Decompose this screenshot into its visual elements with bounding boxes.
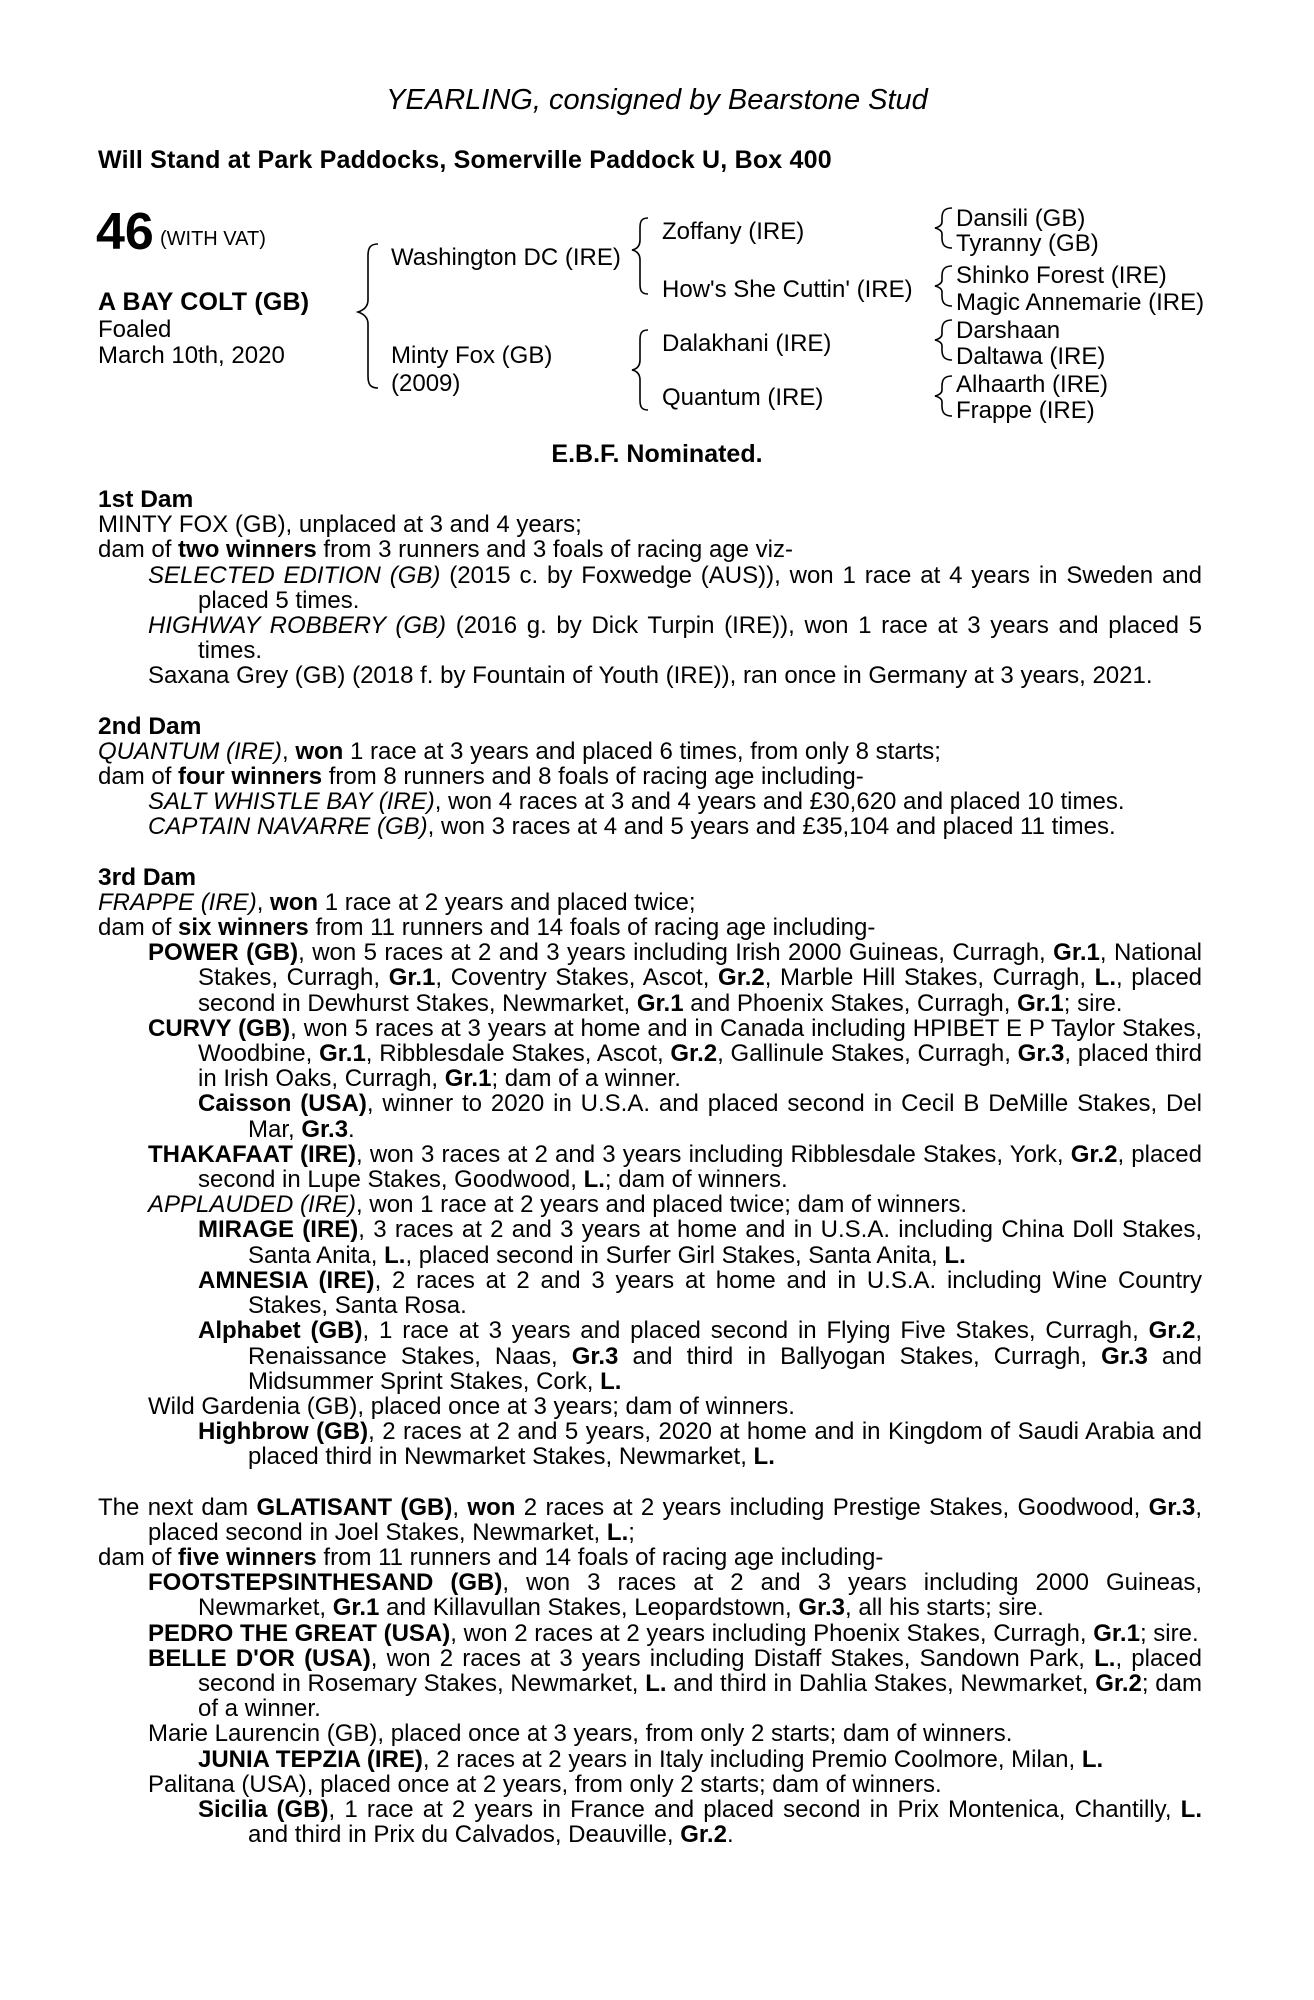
progeny-entry: Sicilia (GB), 1 race at 2 years in France and placed second in Prix Montenica, Chantilly, L. and third in Prix du Calvados, Deauville, Gr.2. — [198, 1795, 1202, 1849]
pedigree-dam-sire: Dalakhani (IRE) — [662, 330, 832, 357]
pedigree-dam: Minty Fox (GB) — [391, 342, 553, 369]
vat-note: (WITH VAT) — [160, 228, 266, 250]
second-dam-produce: dam of four winners from 8 runners and 8 foals of racing age including- — [98, 763, 864, 791]
pedigree-sire-dam: How's She Cuttin' (IRE) — [662, 276, 913, 303]
horse-name: A BAY COLT (GB) — [98, 288, 310, 316]
pedigree-dam-dam: Quantum (IRE) — [662, 384, 824, 411]
progeny-entry: APPLAUDED (IRE), won 1 race at 2 years and placed twice; dam of winners. — [148, 1191, 968, 1219]
progeny-entry: POWER (GB), won 5 races at 2 and 3 years including Irish 2000 Guineas, Curragh, Gr.1, National Stakes, Curragh, Gr.1, Coventry Stakes, Ascot, Gr.2, Marble Hill Stakes, Curragh, L., placed second in Dewhurst Stakes, Newmarket, Gr.1 and Phoenix Stakes, Curragh, Gr.1; sire. — [148, 939, 1203, 1017]
pedigree-gen3-1: Dansili (GB) — [956, 205, 1086, 232]
third-dam-produce: dam of six winners from 11 runners and 14 foals of racing age including- — [98, 914, 876, 942]
progeny-entry: BELLE D'OR (USA), won 2 races at 3 years including Distaff Stakes, Sandown Park, L., placed second in Rosemary Stakes, Newmarket, L. and third in Dahlia Stakes, Newmarket, Gr.2; dam of a winner. — [148, 1644, 1203, 1723]
progeny-entry: Caisson (USA), winner to 2020 in U.S.A. and placed second in Cecil B DeMille Stakes, Del Mar, Gr.3. — [198, 1090, 1202, 1143]
lot-number: 46 — [96, 203, 154, 261]
second-dam-line: QUANTUM (IRE), won 1 race at 3 years and placed 6 times, from only 8 starts; — [98, 737, 941, 765]
progeny-entry: Highbrow (GB), 2 races at 2 and 5 years, 2020 at home and in Kingdom of Saudi Arabia and placed third in Newmarket Stakes, Newmarket, L. — [198, 1418, 1202, 1471]
progeny-entry: Marie Laurencin (GB), placed once at 3 years, from only 2 starts; dam of winners. — [148, 1720, 1013, 1748]
ebf-nominated: E.B.F. Nominated. — [551, 440, 763, 468]
progeny-entry: AMNESIA (IRE), 2 races at 2 and 3 years at home and in U.S.A. including Wine Country Stakes, Santa Rosa. — [198, 1266, 1202, 1320]
pedigree-dam-year: (2009) — [391, 370, 461, 397]
foaled-date: March 10th, 2020 — [98, 342, 285, 369]
third-dam-line: FRAPPE (IRE), won 1 race at 2 years and placed twice; — [98, 888, 696, 916]
progeny-entry: SALT WHISTLE BAY (IRE), won 4 races at 3 and 4 years and £30,620 and placed 10 times. — [148, 788, 1125, 816]
pedigree-sire-sire: Zoffany (IRE) — [662, 218, 805, 245]
pedigree-gen3-3: Shinko Forest (IRE) — [956, 262, 1167, 289]
page-title: YEARLING, consigned by Bearstone Stud — [386, 84, 928, 116]
stand-location: Will Stand at Park Paddocks, Somerville Paddock U, Box 400 — [98, 146, 832, 174]
first-dam-heading: 1st Dam — [98, 486, 194, 513]
progeny-entry: Wild Gardenia (GB), placed once at 3 years; dam of winners. — [148, 1392, 795, 1420]
next-dam-produce: dam of five winners from 11 runners and 14 foals of racing age including- — [98, 1543, 884, 1571]
progeny-entry: THAKAFAAT (IRE), won 3 races at 2 and 3 years including Ribblesdale Stakes, York, Gr.2, placed second in Lupe Stakes, Goodwood, L.; dam of winners. — [148, 1140, 1202, 1194]
first-dam-produce: dam of two winners from 3 runners and 3 foals of racing age viz- — [98, 536, 793, 564]
pedigree-gen3-7: Alhaarth (IRE) — [956, 371, 1109, 398]
third-dam-heading: 3rd Dam — [98, 863, 197, 891]
progeny-entry: MIRAGE (IRE), 3 races at 2 and 3 years at home and in U.S.A. including China Doll Stakes, Santa Anita, L., placed second in Surfer Girl Stakes, Santa Anita, L. — [198, 1216, 1202, 1269]
pedigree-gen3-6: Daltawa (IRE) — [956, 343, 1106, 370]
pedigree-gen3-5: Darshaan — [956, 317, 1061, 344]
pedigree-gen3-4: Magic Annemarie (IRE) — [956, 289, 1205, 316]
progeny-entry: PEDRO THE GREAT (USA), won 2 races at 2 years including Phoenix Stakes, Curragh, Gr.1; sire. — [148, 1619, 1199, 1647]
progeny-entry: CURVY (GB), won 5 races at 3 years at home and in Canada including HPIBET E P Taylor Stakes, Woodbine, Gr.1, Ribblesdale Stakes, Ascot, Gr.2, Gallinule Stakes, Curragh, Gr.3, placed third in Irish Oaks, Curragh, Gr.1; dam of a winner. — [148, 1014, 1203, 1093]
pedigree-sire: Washington DC (IRE) — [391, 244, 621, 271]
progeny-entry: HIGHWAY ROBBERY (GB) (2016 g. by Dick Turpin (IRE)), won 1 race at 3 years and placed 5 times. — [148, 612, 1202, 665]
first-dam-line: MINTY FOX (GB), unplaced at 3 and 4 years; — [98, 511, 582, 539]
catalogue-body — [98, 487, 1202, 1847]
pedigree-gen3-8: Frappe (IRE) — [956, 397, 1095, 424]
foaled-label: Foaled — [98, 316, 172, 343]
progeny-entry: JUNIA TEPZIA (IRE), 2 races at 2 years in Italy including Premio Coolmore, Milan, L. — [198, 1745, 1104, 1773]
pedigree-gen3-2: Tyranny (GB) — [956, 230, 1099, 257]
progeny-entry: Palitana (USA), placed once at 2 years, from only 2 starts; dam of winners. — [148, 1770, 942, 1798]
progeny-entry: SELECTED EDITION (GB) (2015 c. by Foxwedge (AUS)), won 1 race at 4 years in Sweden and placed 5 times. — [148, 561, 1202, 614]
progeny-entry: FOOTSTEPSINTHESAND (GB), won 3 races at 2 and 3 years including 2000 Guineas, Newmarket, Gr.1 and Killavullan Stakes, Leopardstown, Gr.3, all his starts; sire. — [148, 1569, 1203, 1622]
second-dam-heading: 2nd Dam — [98, 712, 202, 740]
progeny-entry: CAPTAIN NAVARRE (GB), won 3 races at 4 and 5 years and £35,104 and placed 11 times. — [148, 813, 1116, 841]
next-dam-line: The next dam GLATISANT (GB), won 2 races at 2 years including Prestige Stakes, Goodwood, Gr.3, placed second in Joel Stakes, Newmarket, L.; — [98, 1493, 1202, 1546]
progeny-entry: Alphabet (GB), 1 race at 3 years and placed second in Flying Five Stakes, Curragh, Gr.2, Renaissance Stakes, Naas, Gr.3 and third in Ballyogan Stakes, Curragh, Gr.3 and Midsummer Sprint Stakes, Cork, L. — [198, 1317, 1202, 1395]
progeny-entry: Saxana Grey (GB) (2018 f. by Fountain of Youth (IRE)), ran once in Germany at 3 years, 2021. — [148, 662, 1153, 690]
pedigree-brackets — [0, 0, 1314, 430]
